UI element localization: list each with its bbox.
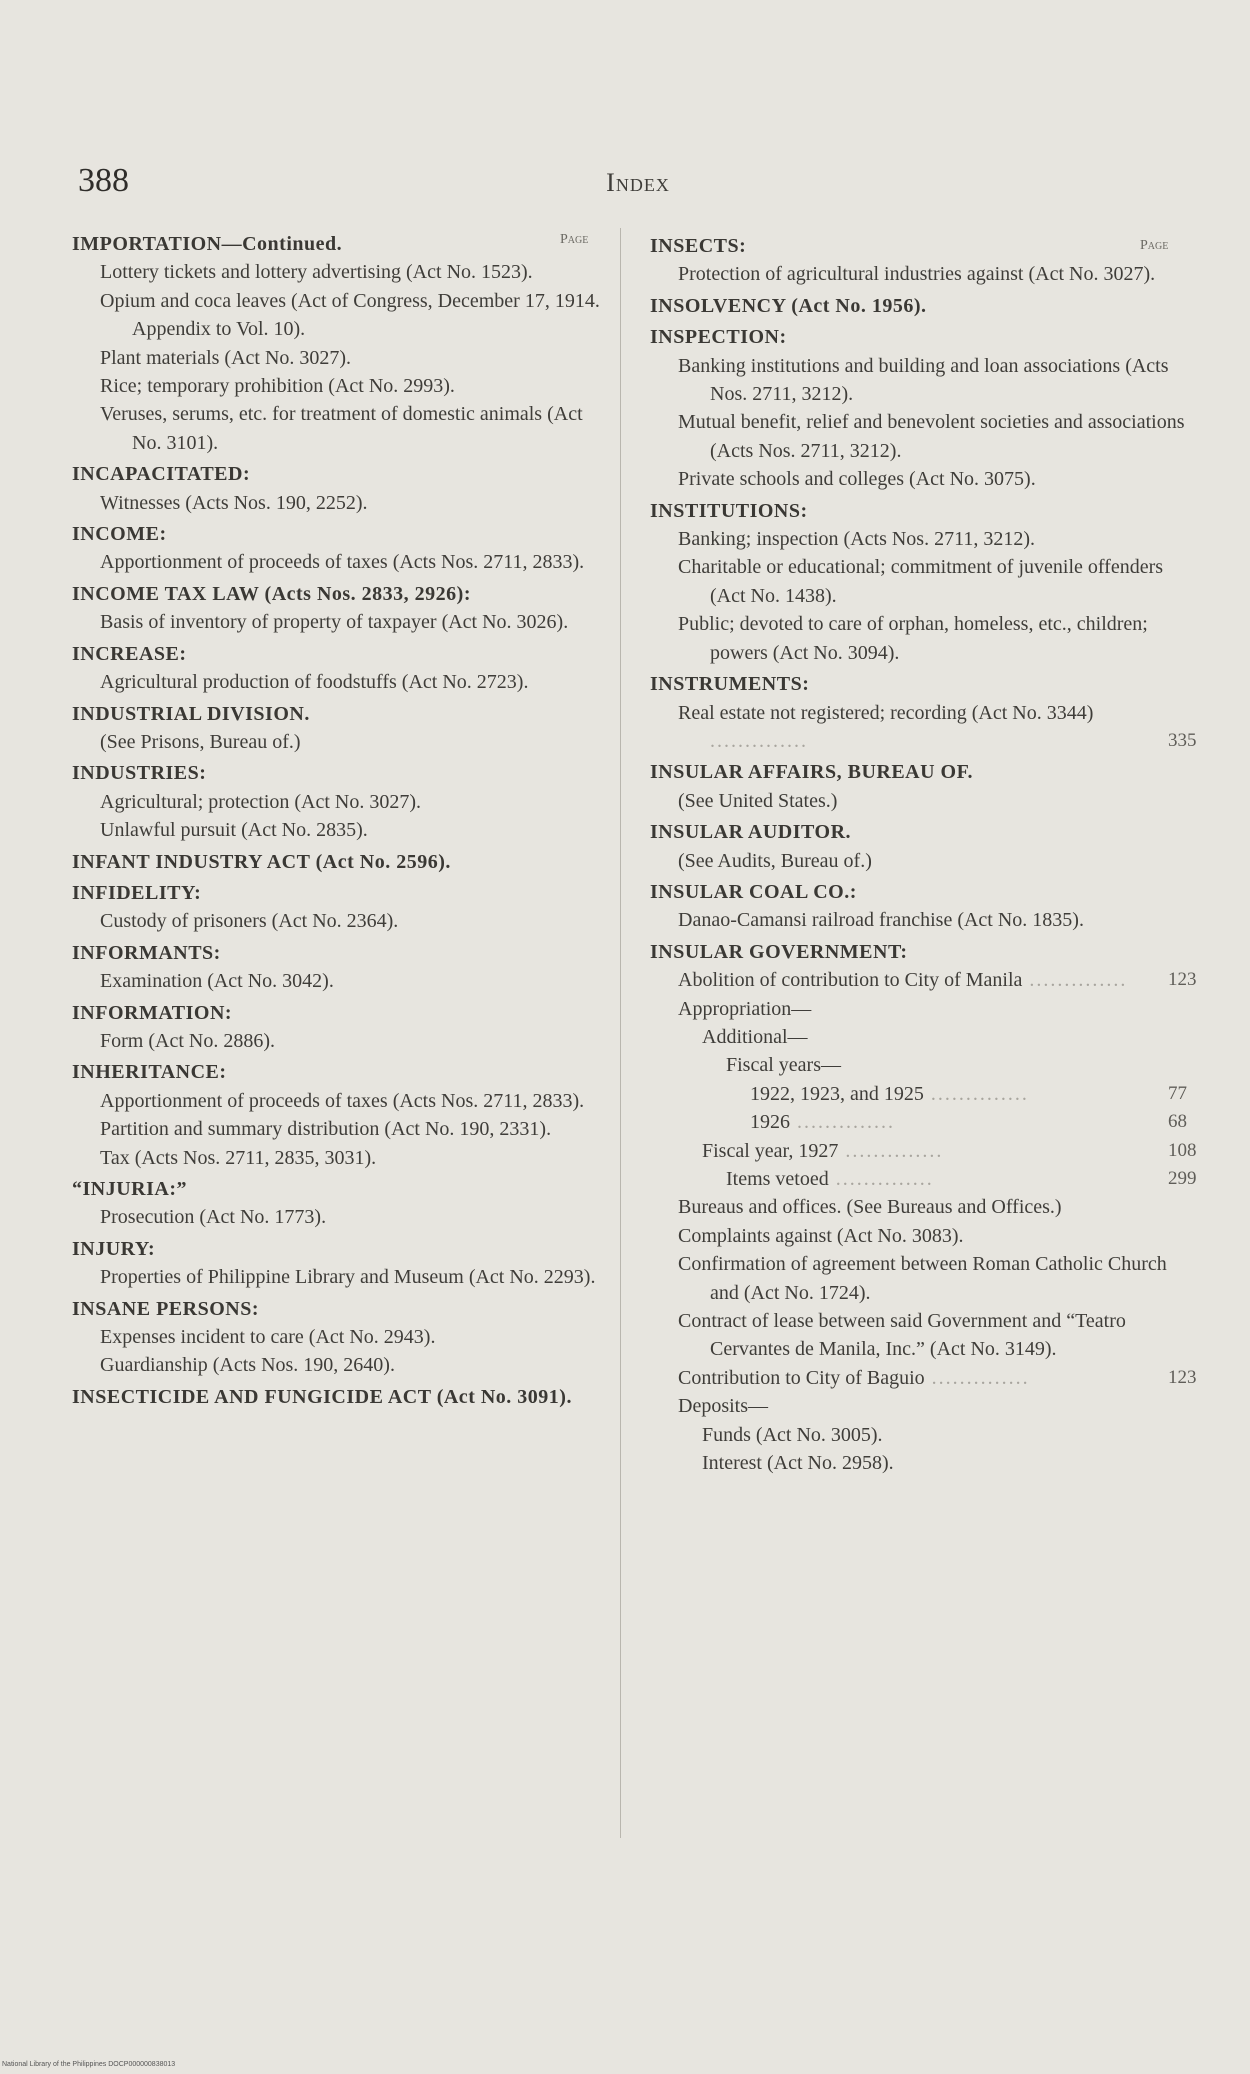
entry-text: 1922, 1923, and 1925 <box>750 1082 924 1105</box>
index-heading <box>72 848 612 876</box>
index-entry <box>72 1351 612 1379</box>
index-entry <box>72 372 612 400</box>
entry-text: Tax (Acts Nos. 2711, 2835, 3031). <box>100 1146 377 1169</box>
page-header <box>78 162 1198 212</box>
index-entry <box>72 1087 612 1115</box>
entry-text: Expenses incident to care (Act No. 2943). <box>100 1326 436 1349</box>
index-heading <box>72 939 612 967</box>
entry-text: INSOLVENCY (Act No. 1956). <box>650 294 927 317</box>
entry-text: Prosecution (Act No. 1773). <box>100 1206 327 1229</box>
entry-text: Agricultural; protection (Act No. 3027). <box>100 790 422 813</box>
index-entry <box>72 1323 612 1351</box>
index-entry <box>72 1027 612 1055</box>
column-divider <box>620 228 621 1838</box>
index-heading <box>650 938 1200 966</box>
left-page-column-label: Page <box>560 232 589 247</box>
index-entry <box>72 489 612 517</box>
entry-text: Partition and summary distribution (Act No. 190, 2331). <box>100 1118 552 1141</box>
entry-text: IMPORTATION—Continued. <box>72 233 343 255</box>
entry-text: INCREASE: <box>72 642 187 665</box>
entry-text: Apportionment of proceeds of taxes (Acts Nos. 2711, 2833). <box>100 551 585 574</box>
page-title: Index <box>606 168 670 197</box>
index-entry <box>72 344 612 372</box>
entry-text: Protection of agricultural industries against (Act No. 3027). <box>678 263 1156 286</box>
index-entry <box>650 465 1200 493</box>
index-entry <box>72 788 612 816</box>
entry-text: Properties of Philippine Library and Museum (Act No. 2293). <box>100 1266 596 1289</box>
entry-text: INJURY: <box>72 1237 156 1260</box>
right-page-column-label: Page <box>1140 238 1169 253</box>
leader-dots: .............. <box>710 729 808 752</box>
index-heading <box>650 232 1200 260</box>
index-entry <box>650 1421 1200 1449</box>
leader-dots: .............. <box>838 1139 944 1162</box>
index-heading <box>650 878 1200 906</box>
entry-text: Examination (Act No. 3042). <box>100 970 334 993</box>
index-entry <box>650 906 1200 934</box>
index-entry <box>72 1144 612 1172</box>
index-entry <box>650 352 1200 409</box>
entry-text: INSPECTION: <box>650 326 787 349</box>
entry-text: INFORMANTS: <box>72 941 221 964</box>
entry-text: Items vetoed <box>726 1168 829 1190</box>
index-entry <box>650 995 1200 1023</box>
entry-text: (See Audits, Bureau of.) <box>678 849 872 872</box>
entry-text: INDUSTRIAL DIVISION. <box>72 702 310 725</box>
index-entry: 1922, 1923, and 1925 .............. 77 <box>750 1082 1187 1105</box>
index-entry: Items vetoed .............. 299 <box>726 1168 1197 1190</box>
entry-text: Charitable or educational; commitment of juvenile offenders (Act No. 1438). <box>678 556 1164 607</box>
index-heading <box>650 758 1200 786</box>
entry-text: Lottery tickets and lottery advertising (Act No. 1523). <box>100 261 533 284</box>
index-entry <box>72 728 612 756</box>
entry-text: Agricultural production of foodstuffs (Act No. 2723). <box>100 671 529 694</box>
index-heading <box>72 879 612 907</box>
index-entry <box>72 907 612 935</box>
index-entry <box>650 847 1200 875</box>
entry-text: Banking; inspection (Acts Nos. 2711, 3212). <box>678 528 1036 551</box>
entry-text: INSTRUMENTS: <box>650 673 810 696</box>
entry-text: INSULAR COAL CO.: <box>650 880 857 903</box>
entry-text: INSULAR AFFAIRS, BUREAU OF. <box>650 761 973 784</box>
index-heading <box>72 640 612 668</box>
entry-text: INCAPACITATED: <box>72 463 251 486</box>
index-entry <box>72 816 612 844</box>
index-heading <box>72 700 612 728</box>
entry-text: Veruses, serums, etc. for treatment of domestic animals (Act No. 3101). <box>100 403 583 454</box>
index-entry <box>72 1115 612 1143</box>
index-entry: 1926 .............. 68 <box>750 1111 1187 1134</box>
index-heading <box>72 230 612 258</box>
entry-text: INCOME TAX LAW (Acts Nos. 2833, 2926): <box>72 582 471 605</box>
entry-text: INSECTS: <box>650 235 747 257</box>
index-entry <box>72 1203 612 1231</box>
entry-text: Funds (Act No. 3005). <box>702 1423 883 1446</box>
index-entry <box>650 260 1200 288</box>
entry-text: Private schools and colleges (Act No. 3075). <box>678 468 1036 491</box>
index-heading <box>650 323 1200 351</box>
entry-text: Contract of lease between said Government and “Teatro Cervantes de Manila, Inc.” (Act No. 3149). <box>678 1310 1126 1361</box>
left-index-column <box>72 230 612 1411</box>
index-entry <box>72 668 612 696</box>
index-heading <box>72 1235 612 1263</box>
entry-text: INSECTICIDE AND FUNGICIDE ACT (Act No. 3091). <box>72 1385 572 1408</box>
leader-dots: .............. <box>924 1366 1030 1389</box>
index-entry <box>650 1222 1200 1250</box>
entry-text: Danao-Camansi railroad franchise (Act No. 1835). <box>678 909 1084 932</box>
entry-text: INFORMATION: <box>72 1001 233 1024</box>
index-entry <box>72 967 612 995</box>
index-entry <box>72 548 612 576</box>
leader-dots: .............. <box>790 1111 895 1134</box>
index-entry <box>650 1250 1200 1307</box>
entry-text: INSANE PERSONS: <box>72 1297 259 1320</box>
leader-dots: .............. <box>1022 969 1128 992</box>
index-heading <box>650 670 1200 698</box>
entry-text: INFIDELITY: <box>72 881 202 904</box>
index-entry: Abolition of contribution to City of Manila .............. 123 <box>678 969 1197 992</box>
index-entry <box>650 787 1200 815</box>
entry-text: 1926 <box>750 1111 790 1134</box>
index-entry <box>650 553 1200 610</box>
index-entry <box>650 1307 1200 1364</box>
index-heading <box>72 520 612 548</box>
index-entry <box>650 1193 1200 1221</box>
index-entry <box>72 287 612 344</box>
entry-text: Unlawful pursuit (Act No. 2835). <box>100 819 368 842</box>
index-entry: Contribution to City of Baguio .............. 123 <box>678 1366 1197 1389</box>
leader-dots: .............. <box>828 1168 934 1190</box>
index-entry <box>72 400 612 457</box>
entry-text: Fiscal year, 1927 <box>702 1139 839 1162</box>
index-heading <box>72 1383 612 1411</box>
index-entry <box>650 1051 1200 1079</box>
entry-text: Banking institutions and building and loan associations (Acts Nos. 2711, 3212). <box>678 354 1169 406</box>
index-heading <box>72 1295 612 1323</box>
right-index-column <box>650 232 1200 1477</box>
index-entry <box>650 408 1200 465</box>
entry-text: INFANT INDUSTRY ACT (Act No. 2596). <box>72 850 451 873</box>
index-entry <box>72 1263 612 1291</box>
entry-text: Opium and coca leaves (Act of Congress, December 17, 1914. Appendix to Vol. 10). <box>100 289 600 341</box>
entry-text: Rice; temporary prohibition (Act No. 2993). <box>100 375 455 398</box>
page-number: 388 <box>78 162 129 199</box>
index-heading <box>72 999 612 1027</box>
entry-text: Apportionment of proceeds of taxes (Acts Nos. 2711, 2833). <box>100 1089 585 1112</box>
entry-text: Bureaus and offices. (See Bureaus and Offices.) <box>678 1196 1062 1219</box>
index-entry <box>650 1023 1200 1051</box>
entry-text: Guardianship (Acts Nos. 190, 2640). <box>100 1354 395 1377</box>
entry-text: Appropriation— <box>678 997 812 1020</box>
entry-text: Complaints against (Act No. 3083). <box>678 1224 964 1247</box>
entry-text: Witnesses (Acts Nos. 190, 2252). <box>100 491 368 514</box>
index-heading <box>650 818 1200 846</box>
scan-footer: National Library of the Philippines DOCP000000838013 <box>2 2061 176 2068</box>
entry-text: Abolition of contribution to City of Manila <box>678 969 1023 992</box>
index-entry <box>650 1392 1200 1420</box>
index-heading <box>72 1175 612 1203</box>
entry-text: INSTITUTIONS: <box>650 499 808 522</box>
entry-text: Public; devoted to care of orphan, homeless, etc., children; powers (Act No. 3094). <box>678 613 1148 664</box>
index-heading <box>650 497 1200 525</box>
entry-text: Deposits— <box>678 1395 768 1418</box>
entry-text: Plant materials (Act No. 3027). <box>100 346 352 369</box>
index-heading <box>72 1058 612 1086</box>
entry-text: Additional— <box>702 1025 808 1048</box>
index-entry <box>650 610 1200 667</box>
entry-text: Fiscal years— <box>726 1054 841 1077</box>
index-entry: Real estate not registered; recording (Act No. 3344) .............. 335 <box>678 701 1197 752</box>
entry-text: Form (Act No. 2886). <box>100 1029 275 1052</box>
entry-text: Mutual benefit, relief and benevolent societies and associations (Acts Nos. 2711, 3212). <box>678 411 1185 462</box>
entry-text: INDUSTRIES: <box>72 762 207 785</box>
entry-text: Confirmation of agreement between Roman Catholic Church and (Act No. 1724). <box>678 1253 1167 1304</box>
index-entry: Fiscal year, 1927 .............. 108 <box>702 1139 1197 1162</box>
index-heading <box>72 580 612 608</box>
entry-text: Contribution to City of Baguio <box>678 1366 925 1389</box>
entry-text: Basis of inventory of property of taxpayer (Act No. 3026). <box>100 611 569 634</box>
index-entry <box>72 608 612 636</box>
entry-text: INSULAR GOVERNMENT: <box>650 940 908 963</box>
entry-text: (See Prisons, Bureau of.) <box>100 730 301 753</box>
entry-text: (See United States.) <box>678 789 838 812</box>
index-heading <box>72 759 612 787</box>
entry-text: INHERITANCE: <box>72 1061 227 1084</box>
index-heading <box>72 460 612 488</box>
entry-text: Real estate not registered; recording (Act No. 3344) <box>678 701 1094 724</box>
index-heading <box>650 292 1200 320</box>
entry-text: INCOME: <box>72 523 167 546</box>
entry-text: Interest (Act No. 2958). <box>702 1452 894 1475</box>
index-entry <box>72 258 612 286</box>
index-entry <box>650 525 1200 553</box>
index-entry <box>650 1449 1200 1477</box>
entry-text: Custody of prisoners (Act No. 2364). <box>100 910 399 933</box>
leader-dots: .............. <box>923 1082 1029 1105</box>
entry-text: INSULAR AUDITOR. <box>650 821 852 844</box>
entry-text: “INJURIA:” <box>72 1178 187 1200</box>
